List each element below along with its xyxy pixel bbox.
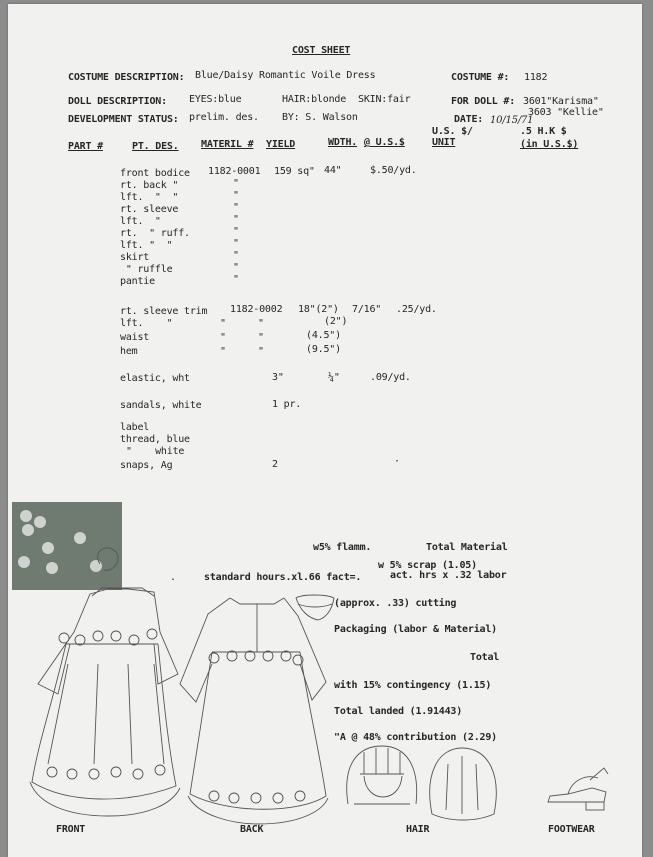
total-material: Total Material	[426, 542, 508, 553]
sketch-label-hair: HAIR	[406, 824, 430, 835]
row-ditto: "	[233, 178, 239, 189]
col-material: MATERIL #	[201, 139, 254, 150]
trim-price: .25/yd.	[396, 304, 437, 315]
row-desc: pantie	[120, 276, 155, 287]
sheet-title: COST SHEET	[292, 45, 351, 56]
for-doll-value-1: 3601"Karisma"	[523, 96, 599, 107]
costume-description-label: COSTUME DESCRIPTION:	[68, 72, 185, 83]
row-desc: skirt	[120, 252, 150, 263]
row-yield: 159 sq"	[274, 166, 315, 177]
col-width: WDTH.	[328, 137, 358, 148]
row-desc: rt. sleeve	[120, 204, 179, 215]
row-desc: lft. " "	[120, 240, 173, 251]
elastic-yield: 3"	[272, 372, 284, 383]
doll-hair: HAIR:blonde	[282, 94, 347, 105]
bullet-dot: .	[170, 572, 176, 583]
trim-desc: lft. "	[120, 318, 173, 329]
row-ditto: "	[233, 274, 239, 285]
trim-yield: (4.5")	[306, 330, 341, 341]
sketch-label-front: FRONT	[56, 824, 86, 835]
trim-desc: rt. sleeve trim	[120, 306, 208, 317]
row-ditto: "	[233, 202, 239, 213]
actual-hours-labor: act. hrs x .32 labor	[390, 570, 507, 581]
designer-by: BY: S. Walson	[282, 112, 358, 123]
trim-material-ditto: "	[220, 332, 226, 343]
row-desc: lft. "	[120, 216, 161, 227]
sandals-desc: sandals, white	[120, 400, 202, 411]
row-desc: rt. " ruff.	[120, 228, 190, 239]
total-line: Total	[470, 652, 500, 663]
contribution-line: "A @ 48% contribution (2.29)	[334, 732, 497, 743]
trim-material: 1182-0002	[230, 304, 283, 315]
landed-line: Total landed (1.91443)	[334, 706, 463, 717]
row-desc: lft. " "	[120, 192, 179, 203]
col-yield: YIELD	[266, 139, 296, 150]
trim-yield: (2")	[324, 316, 348, 327]
stray-dot: ·	[394, 456, 400, 467]
thread-blue-desc: thread, blue	[120, 434, 190, 445]
for-doll-value-2: 3603 "Kellie"	[528, 107, 604, 118]
sketch-label-footwear: FOOTWEAR	[548, 824, 595, 835]
trim-yield: 18"(2")	[298, 304, 339, 315]
date-value: 10/15/71	[490, 115, 534, 126]
doll-eyes: EYES:blue	[189, 94, 242, 105]
snaps-qty: 2	[272, 459, 278, 470]
snaps-desc: snaps, Ag	[120, 460, 173, 471]
scrap-line: w 5% scrap (1.05)	[378, 560, 477, 571]
development-status-value: prelim. des.	[189, 112, 259, 123]
row-price: $.50/yd.	[370, 165, 417, 176]
sketch-label-back: BACK	[240, 824, 264, 835]
trim-yield-ditto: "	[258, 318, 264, 329]
trim-desc: hem	[120, 346, 138, 357]
col-part: PART #	[68, 141, 103, 152]
row-desc: " ruffle	[120, 264, 173, 275]
elastic-price: .09/yd.	[370, 372, 411, 383]
row-ditto: "	[233, 238, 239, 249]
back-dress-sketch	[180, 598, 328, 824]
col-hk-top: .5 H.K $	[520, 126, 567, 137]
trim-width: 7/16"	[352, 304, 382, 315]
row-desc: front bodice	[120, 168, 190, 179]
costume-number-label: COSTUME #:	[451, 72, 510, 83]
flamm-note: w5% flamm.	[313, 542, 372, 553]
row-desc: rt. back "	[120, 180, 179, 191]
trim-yield-ditto: "	[258, 332, 264, 343]
costume-sketches	[8, 4, 642, 857]
cutting-line: (approx. .33) cutting	[334, 598, 457, 609]
development-status-label: DEVELOPMENT STATUS:	[68, 114, 179, 125]
cost-sheet-page	[8, 4, 642, 857]
front-dress-sketch	[30, 548, 180, 816]
costume-number-value: 1182	[524, 72, 548, 83]
doll-description-label: DOLL DESCRIPTION:	[68, 96, 167, 107]
standard-hours: standard hours.xl.66 fact=.	[204, 572, 362, 583]
packaging-line: Packaging (labor & Material)	[334, 624, 497, 635]
col-pt-des: PT. DES.	[132, 141, 179, 152]
costume-description-value: Blue/Daisy Romantic Voile Dress	[195, 70, 376, 81]
col-us-unit: UNIT	[432, 137, 456, 148]
doll-skin: SKIN:fair	[358, 94, 411, 105]
hair-back-sketch	[430, 748, 497, 820]
row-ditto: "	[233, 262, 239, 273]
row-material: 1182-0001	[208, 166, 261, 177]
pantie-sketch	[296, 595, 334, 620]
row-ditto: "	[233, 214, 239, 225]
sandals-yield: 1 pr.	[272, 399, 302, 410]
row-ditto: "	[233, 190, 239, 201]
for-doll-label: FOR DOLL #:	[451, 96, 516, 107]
label-desc: label	[120, 422, 150, 433]
date-label: DATE:	[454, 114, 484, 125]
trim-material-ditto: "	[220, 318, 226, 329]
col-us-unit-top: U.S. $/	[432, 126, 473, 137]
row-width: 44"	[324, 165, 342, 176]
elastic-width: ¼"	[328, 372, 340, 383]
col-hk: (in U.S.$)	[520, 139, 579, 150]
trim-material-ditto: "	[220, 346, 226, 357]
elastic-desc: elastic, wht	[120, 373, 190, 384]
trim-yield: (9.5")	[306, 344, 341, 355]
trim-desc: waist	[120, 332, 150, 343]
contingency-line: with 15% contingency (1.15)	[334, 680, 492, 691]
row-ditto: "	[233, 226, 239, 237]
row-ditto: "	[233, 250, 239, 261]
hair-front-sketch	[347, 746, 417, 804]
thread-white-desc: " white	[126, 446, 185, 457]
trim-yield-ditto: "	[258, 346, 264, 357]
sandal-sketch	[548, 768, 608, 810]
col-us-price: @ U.S.$	[364, 137, 405, 148]
